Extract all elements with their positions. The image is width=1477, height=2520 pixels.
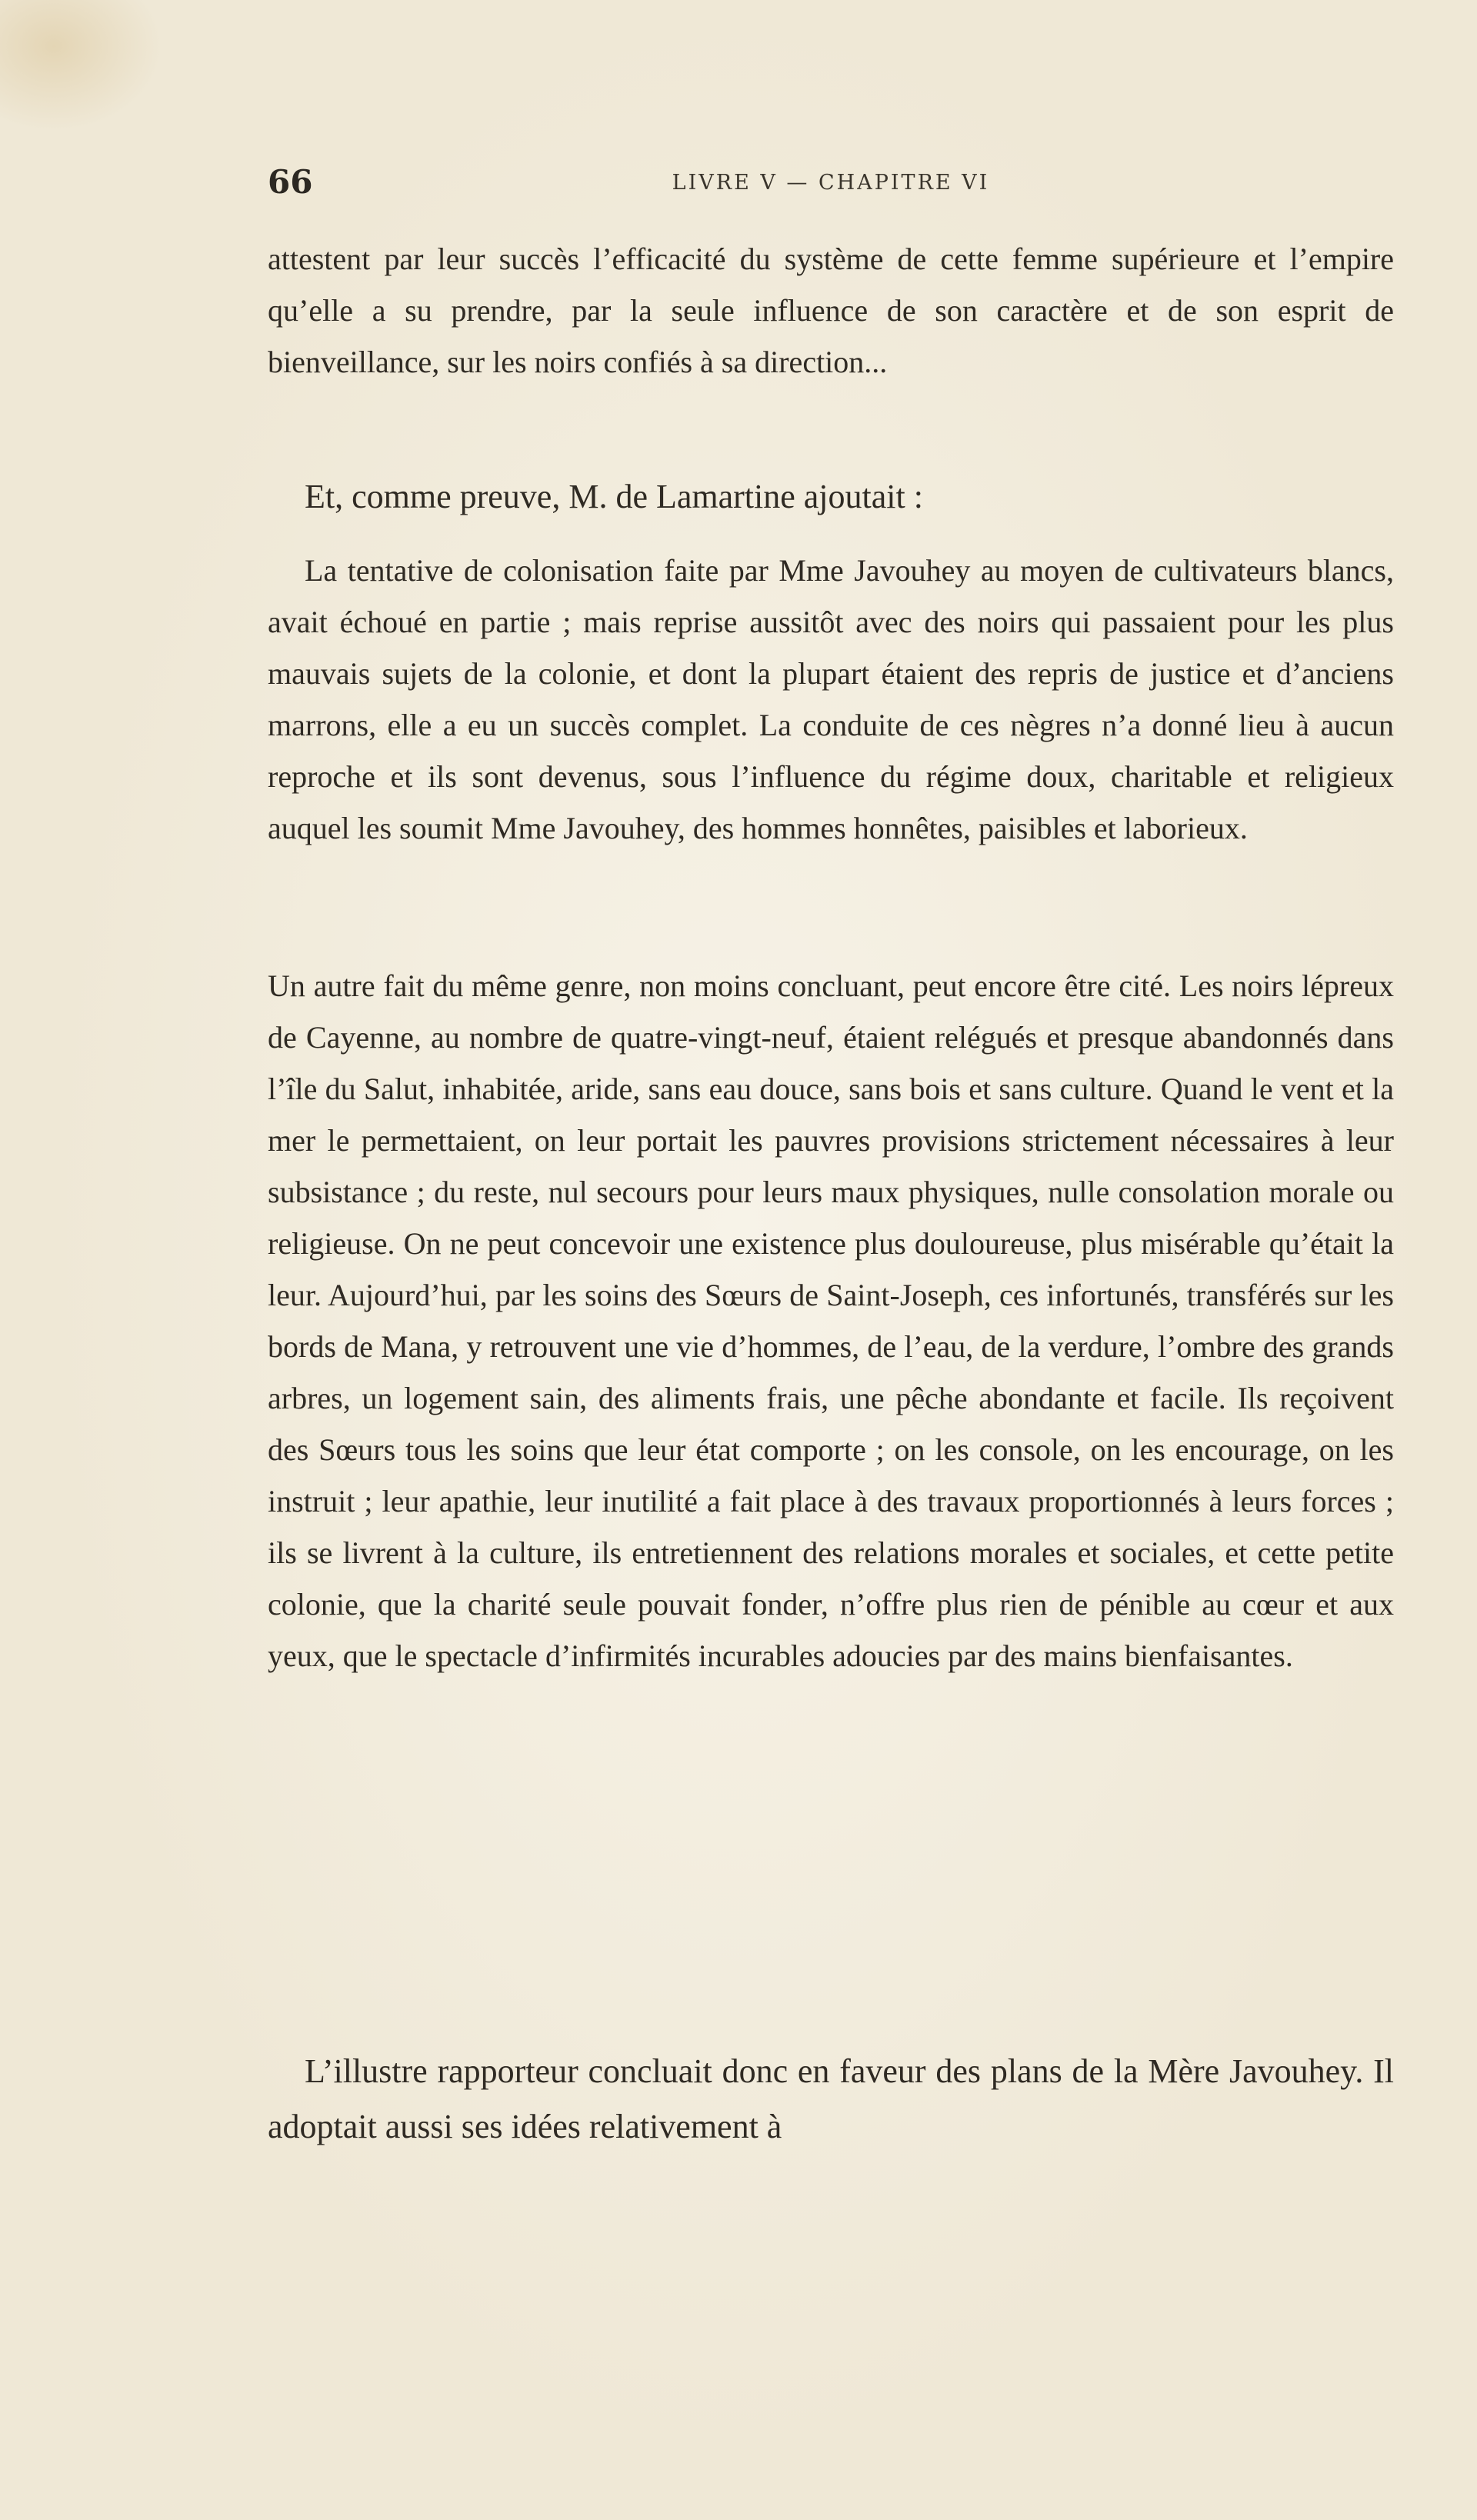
running-head: LIVRE V — CHAPITRE VI (672, 171, 990, 195)
page-header (268, 163, 1394, 209)
quote-paragraph-colonisation: La tentative de colonisation faite par Mme Javouhey au moyen de cultivateurs blancs, avait échoué en partie ; mais reprise aussitôt avec des noirs qui passaient pour les plus mauvais sujets de la colonie, et dont la plupart étaient des repris de justice et d’anciens marrons, elle a eu un succès complet. La conduite de ces nègres n’a donné lieu à aucun reproche et ils sont devenus, sous l’influence du régime doux, charitable et religieux auquel les soumit Mme Javouhey, des hommes honnêtes, paisibles et laborieux. (268, 553, 1394, 845)
narrative-paragraph-conclusion: L’illustre rapporteur concluait donc en faveur des plans de la Mère Javouhey. Il adoptait aussi ses idées relativement à (268, 2052, 1394, 2145)
quote-paragraph-continuation: attestent par leur succès l’efficacité du système de cette femme supérieure et l’empire qu’elle a su prendre, par la seule influence de son caractère et de son esprit de bienveillance, sur les noirs confiés à sa direction... (268, 242, 1394, 379)
quote-paragraph-lepers: Un autre fait du même genre, non moins concluant, peut encore être cité. Les noirs lépreux de Cayenne, au nombre de quatre-vingt-neuf, étaient relégués et presque abandonnés dans l’île du Salut, inhabitée, aride, sans eau douce, sans bois et sans culture. Quand le vent et la mer le permettaient, on leur portait les pauvres provisions strictement nécessaires à leur subsistance ; du reste, nul secours pour leurs maux physiques, nulle consolation morale ou religieuse. On ne peut concevoir une existence plus douloureuse, plus misérable qu’était la leur. Aujourd’hui, par les soins des Sœurs de Saint-Joseph, ces infortunés, transférés sur les bords de Mana, y retrouvent une vie d’hommes, de l’eau, de la verdure, l’ombre des grands arbres, un logement sain, des aliments frais, une pêche abondante et facile. Ils reçoivent des Sœurs tous les soins que leur état comporte ; on les console, on les encourage, on les instruit ; leur apathie, leur inutilité a fait place à des travaux proportionnés à leurs forces ; ils se livrent à la culture, ils entretiennent des relations morales et sociales, et cette petite colonie, que la charité seule pouvait fonder, n’offre plus rien de pénible au cœur et aux yeux, que le spectacle d’infirmités incurables adoucies par des mains bienfaisantes. (268, 968, 1394, 1673)
narrative-paragraph-intro: Et, comme preuve, M. de Lamartine ajoutait : (305, 478, 923, 515)
page-number: 66 (268, 163, 313, 201)
